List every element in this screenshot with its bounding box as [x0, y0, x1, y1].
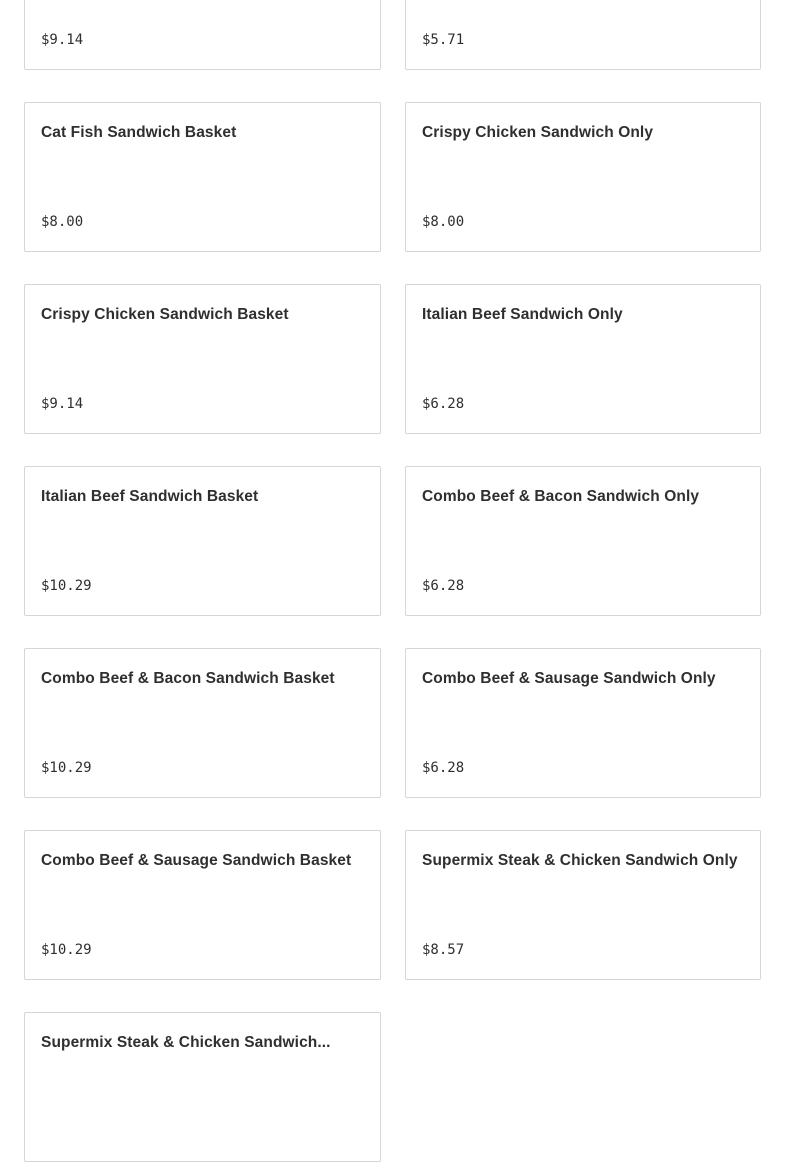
menu-item-price: $6.28 [422, 760, 465, 776]
menu-item-card[interactable] [24, 830, 381, 980]
menu-item-price: $9.14 [41, 32, 84, 48]
menu-item-name: Supermix Steak & Chicken Sandwich... [41, 1034, 331, 1051]
menu-item-name: Cat Fish Sandwich Basket [41, 124, 237, 141]
menu-item-card[interactable] [24, 1012, 381, 1162]
menu-item-price: $10.29 [41, 942, 92, 958]
menu-item-name: Italian Beef Sandwich Basket [41, 488, 259, 505]
menu-item-card[interactable] [405, 648, 761, 798]
menu-item-card[interactable] [24, 102, 381, 252]
menu-item-price: $5.71 [422, 32, 465, 48]
menu-item-name: Supermix Steak & Chicken Sandwich Only [422, 852, 738, 869]
menu-item-name: Combo Beef & Bacon Sandwich Basket [41, 670, 335, 687]
menu-item-price: $10.29 [41, 760, 92, 776]
menu-item-price: $8.00 [422, 214, 465, 230]
menu-item-name: Combo Beef & Sausage Sandwich Only [422, 670, 716, 687]
menu-item-card[interactable] [405, 830, 761, 980]
menu-item-name: Combo Beef & Sausage Sandwich Basket [41, 852, 352, 869]
menu-item-card[interactable] [405, 0, 761, 70]
menu-item-price: $6.28 [422, 396, 465, 412]
menu-item-card[interactable] [24, 0, 381, 70]
menu-item-price: $8.57 [422, 942, 465, 958]
menu-item-price: $9.14 [41, 396, 84, 412]
menu-item-name: Combo Beef & Bacon Sandwich Only [422, 488, 700, 505]
menu-item-name: Crispy Chicken Sandwich Basket [41, 306, 289, 323]
menu-item-card[interactable] [24, 648, 381, 798]
menu-item-name: Crispy Chicken Sandwich Only [422, 124, 654, 141]
menu-item-name: Italian Beef Sandwich Only [422, 306, 623, 323]
menu-items-grid [24, 0, 761, 1162]
menu-item-price: $10.29 [41, 578, 92, 594]
menu-item-card[interactable] [24, 466, 381, 616]
menu-item-card[interactable] [405, 102, 761, 252]
menu-item-card[interactable] [405, 466, 761, 616]
menu-item-price: $8.00 [41, 214, 84, 230]
menu-item-card[interactable] [24, 284, 381, 434]
menu-item-card[interactable] [405, 284, 761, 434]
menu-item-price: $6.28 [422, 578, 465, 594]
